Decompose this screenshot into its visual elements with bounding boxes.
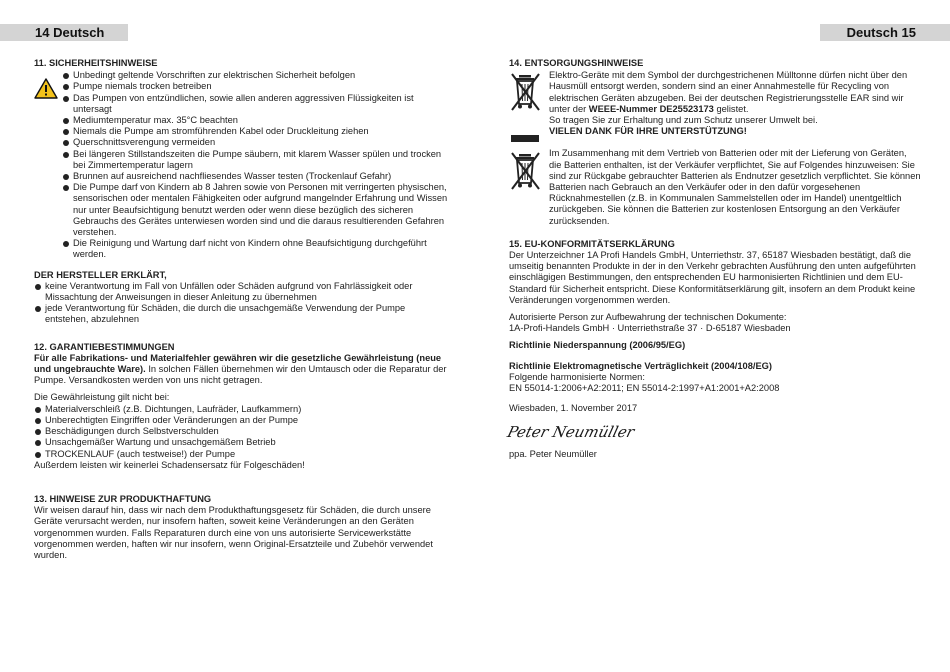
list-item: Unbedingt geltende Vorschriften zur elektrischen Sicherheit befolgen — [62, 70, 449, 81]
emc-directive: Richtlinie Elektromagnetische Verträglichkeit (2004/108/EG) — [509, 360, 773, 371]
list-item: Querschnittsverengung vermeiden — [62, 137, 449, 148]
warranty-footer: Außerdem leisten wir keinerlei Schadensersatz für Folgeschäden! — [34, 459, 305, 470]
list-item: Unsachgemäßer Wartung und unsachgemäßem Betrieb — [34, 437, 449, 448]
section-11-title: 11. SICHERHEITSHINWEISE — [34, 58, 158, 68]
list-item: Bei längeren Stillstandszeiten die Pumpe säubern, mit klarem Wasser spülen und trocken bei Zimmertemperatur lagern — [62, 149, 449, 171]
signature-script: Peter Neumüller — [505, 423, 637, 442]
liability-paragraph: Wir weisen darauf hin, dass wir nach dem Produkthaftungsgesetz für Schäden, die durch unsere Geräte verursacht werden, nur insofern haften, soweit keine Veränderungen an den Geräten vorgenommen wurden. Falls Reparaturen durch eine von uns autorisierte Servicewerkstätte vorgenommen werden, haften wir nur insofern, wenn Original-Ersatzteile und Zubehör verwendet wurden. — [34, 505, 433, 560]
safety-block — [34, 70, 449, 260]
page-header-right: Deutsch 15 — [820, 24, 950, 41]
list-item: Brunnen auf ausreichend nachfliesendes Wasser testen (Trockenlauf Gefahr) — [62, 171, 449, 182]
handwritten-signature — [505, 419, 637, 445]
weee-number: WEEE-Nummer DE25523173 — [588, 103, 714, 114]
list-item: Mediumtemperatur max. 35°C beachten — [62, 115, 449, 126]
list-item: Beschädigungen durch Selbstverschulden — [34, 426, 449, 437]
manufacturer-list — [34, 281, 449, 326]
conformity-paragraph: Der Unterzeichner 1A Profi Handels GmbH, Unterriethstr. 37, 65187 Wiesbaden bestätigt, daß die umseitig benannten Produkte in der in den Verkehr gebrachten Ausführung den unten aufgeführten einschlägigen Bestimmungen, den entsprechenden EU harmonisierten Richtlinien und dem EU-Standard für Sicherheit entspricht. Diese Konformitätserklärung gilt, insofern an dem Produkt keine Veränderungen vorgenommen werden. — [509, 250, 916, 305]
manufacturer-title: DER HERSTELLER ERKLÄRT, — [34, 269, 167, 280]
weee-symbol — [509, 70, 549, 137]
weee-text-end: gelistet. — [713, 103, 749, 114]
signature-date: Wiesbaden, 1. November 2017 — [509, 403, 638, 414]
battery-symbol — [509, 148, 549, 226]
section-14-title: 14. ENTSORGUNGSHINWEISE — [509, 58, 644, 68]
harmonised-norms-title: Folgende harmonisierte Normen: — [509, 371, 645, 382]
thanks-note: VIELEN DANK FÜR IHRE UNTERSTÜTZUNG! — [549, 126, 747, 137]
section-15-title: 15. EU-KONFORMITÄTSERKLÄRUNG — [509, 238, 675, 249]
environment-note: So tragen Sie zur Erhaltung und zum Schutz unserer Umwelt bei. — [549, 115, 818, 126]
list-item: keine Verantwortung im Fall von Unfällen oder Schäden aufgrund von Fahrlässigkeit oder Missachtung der Anweisungen in dieser Anleitung zu übernehmen — [34, 281, 449, 303]
weee-paragraph — [549, 70, 921, 115]
list-item: Pumpe niemals trocken betreiben — [62, 81, 449, 92]
section-13-title: 13. HINWEISE ZUR PRODUKTHAFTUNG — [34, 493, 212, 504]
warranty-paragraph — [34, 353, 449, 387]
signer-name: ppa. Peter Neumüller — [509, 448, 597, 459]
list-item: TROCKENLAUF (auch testweise!) der Pumpe — [34, 449, 449, 460]
battery-block — [509, 148, 921, 226]
crossed-bin-icon — [509, 71, 543, 111]
crossed-battery-bin-icon — [509, 150, 543, 190]
harmonised-norms: EN 55014-1:2006+A2:2011; EN 55014-2:1997+A1:2001+A2:2008 — [509, 383, 780, 394]
section-12-title: 12. GARANTIEBESTIMMUNGEN — [34, 341, 175, 352]
list-item: Die Reinigung und Wartung darf nicht von Kindern ohne Beaufsichtigung durchgeführt werden. — [62, 238, 449, 260]
low-voltage-directive: Richtlinie Niederspannung (2006/95/EG) — [509, 340, 686, 351]
page-header-left: 14 Deutsch — [0, 24, 128, 41]
warranty-text: In solchen Fällen übernehmen wir den Umtausch oder die Reparatur der Pumpe. Versandkosten werden von uns nicht getragen. — [34, 364, 447, 386]
list-item: Die Pumpe darf von Kindern ab 8 Jahren sowie von Personen mit verringerten physischen, sensorischen oder mentalen Fähigkeiten oder aufgrund mangelnder Erfahrung und Wissen nur unter Beaufsichtigung benutzt werden oder wenn diese bezüglich des sicheren Gebrauchs des Gerätes unterwiesen worden sind und die daraus resultierenden Gefahren verstehen. — [62, 182, 449, 238]
list-item: jede Verantwortung für Schäden, die durch die unsachgemäße Verwendung der Pumpe entstehen, abzulehnen — [34, 303, 449, 325]
battery-paragraph: Im Zusammenhang mit dem Vertrieb von Batterien oder mit der Lieferung von Geräten, die Batterien enthalten, ist der Verkäufer verpflichtet, Sie auf Folgendes hinzuweisen: Sie sind zur Rückgabe gebrauchter Batterien als Endnutzer gesetzlich verpflichtet. Sie können Batterien nach Gebrauch an den Verkäufer oder in den dafür vorgesehenen Rücknahmestellen (z.B. in Kommunalen Sammelstellen oder im Handel) unentgeltlich zurückgeben. Sie können die Batterien zur kostenlosen Entsorgung an den Verkäufer zurücksenden. — [549, 148, 921, 226]
right-column — [505, 58, 921, 460]
authorized-person-title: Autorisierte Person zur Aufbewahrung der technischen Dokumente: — [509, 312, 787, 323]
weee-text — [549, 70, 921, 137]
list-item: Niemals die Pumpe am stromführenden Kabel oder Druckleitung ziehen — [62, 126, 449, 137]
list-item: Materialverschleiß (z.B. Dichtungen, Laufräder, Laufkammern) — [34, 404, 449, 415]
list-item: Unberechtigten Eingriffen oder Veränderungen an der Pumpe — [34, 415, 449, 426]
authorized-person-address: 1A-Profi-Handels GmbH · Unterriethstraße 37 · D-65187 Wiesbaden — [509, 323, 791, 334]
warranty-exclusions-title: Die Gewährleistung gilt nicht bei: — [34, 392, 170, 403]
warranty-exclusions-list — [34, 404, 449, 460]
left-column — [34, 58, 449, 561]
list-item: Das Pumpen von entzündlichen, sowie allen anderen aggressiven Flüssigkeiten ist untersagt — [62, 93, 449, 115]
warning-triangle-icon — [34, 78, 58, 99]
safety-list — [62, 70, 449, 260]
weee-text-start: Elektro-Geräte mit dem Symbol der durchgestrichenen Mülltonne dürfen nicht über den Hausmüll entsorgt werden, sondern sind an einer Annahmestelle für Recycling von elektrischen Geräten abzugeben. Bei der deutschen Registrierungsstelle EAR sind wir unter der — [549, 70, 908, 114]
warranty-bold-text: Für alle Fabrikations- und Materialfehler gewähren wir die gesetzliche Gewährleistung (neue und ungebrauchte Ware). — [34, 352, 442, 375]
weee-bar — [511, 135, 539, 142]
weee-block — [509, 70, 921, 137]
